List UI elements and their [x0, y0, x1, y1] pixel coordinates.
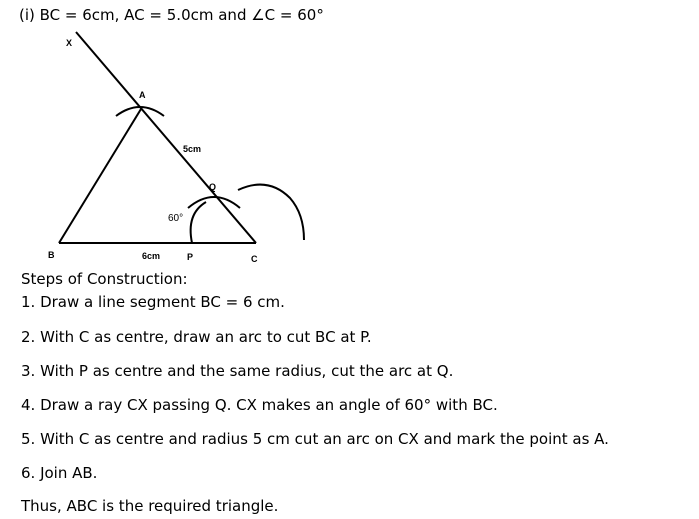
- step-2: 2. With C as centre, draw an arc to cut BC at P.: [21, 328, 372, 346]
- label-ac: 5cm: [183, 144, 202, 154]
- step-1: 1. Draw a line segment BC = 6 cm.: [21, 293, 285, 311]
- label-p: P: [187, 252, 194, 262]
- step-4: 4. Draw a ray CX passing Q. CX makes an angle of 60° with BC.: [21, 396, 498, 414]
- label-x: X: [66, 38, 73, 48]
- conclusion: Thus, ABC is the required triangle.: [21, 497, 279, 515]
- label-bc: 6cm: [142, 251, 161, 261]
- arc-from-c: [191, 202, 206, 243]
- step-6: 6. Join AB.: [21, 464, 98, 482]
- label-a: A: [139, 90, 146, 100]
- step-3: 3. With P as centre and the same radius, cut the arc at Q.: [21, 362, 454, 380]
- arc-right: [238, 185, 304, 240]
- side-ab: [59, 109, 141, 243]
- label-angle: 60°: [168, 213, 184, 224]
- label-b: B: [48, 250, 55, 260]
- step-5: 5. With C as centre and radius 5 cm cut an arc on CX and mark the point as A.: [21, 430, 609, 448]
- label-q: Q: [209, 182, 217, 192]
- label-c: C: [251, 254, 258, 264]
- arc-from-p: [188, 197, 240, 208]
- problem-heading: (i) BC = 6cm, AC = 5.0cm and ∠C = 60°: [19, 6, 324, 24]
- ray-cx: [76, 32, 256, 243]
- steps-title: Steps of Construction:: [21, 270, 188, 288]
